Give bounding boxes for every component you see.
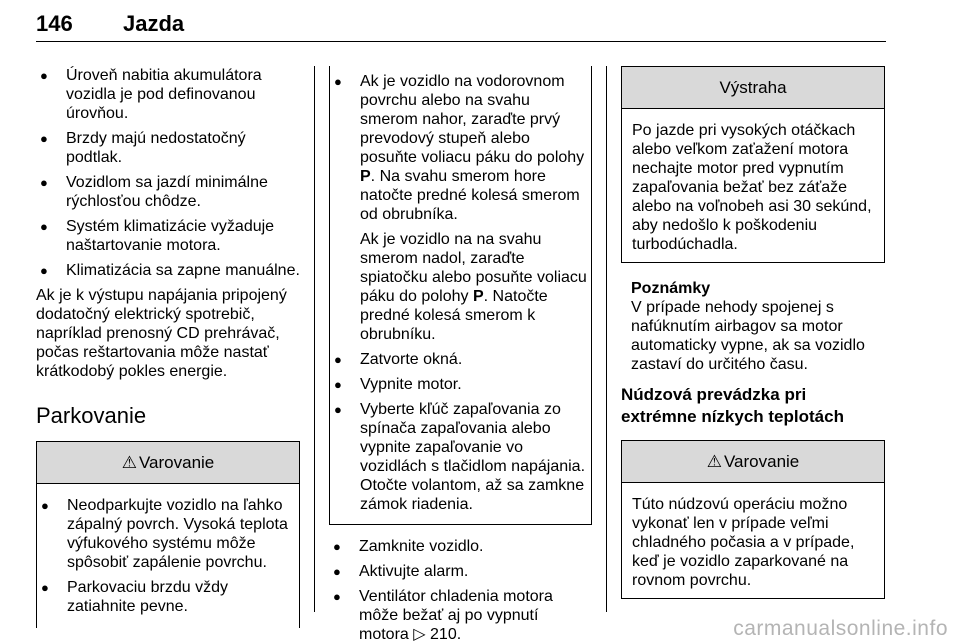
warning-box [36,441,300,628]
bullet-list [329,537,592,642]
note-title: Poznámky [631,280,711,297]
column-2 [329,66,592,642]
list-item: ● Úroveň nabitia akumulátora vozidla je pod definovanou úrovňou. [36,66,300,123]
paragraph: Ak je vozidlo na na svahu smerom nadol, zaraďte spiatočku alebo posuňte voliacu páku do polohy P. Natočte predné kolesá smerom k obrubníku. [360,231,587,343]
column-3 [621,66,885,599]
bullet-list [330,72,591,224]
list-item: ● Ak je vozidlo na vodorovnom povrchu alebo na svahu smerom nahor, zaraďte prvý prevodový stupeň alebo posuňte voliacu páku do polohy P. Na svahu smerom hore natočte predné kolesá smerom od obrubníka. [330,72,591,224]
list-item: ● Klimatizácia sa zapne manuálne. [36,261,300,280]
warning-header [622,441,884,483]
warning-title: Varovanie [138,453,215,472]
column-1 [36,66,300,628]
warning-header [37,442,299,484]
paragraph: Ak je k výstupu napájania pripojený dodatočný elektrický spotrebič, napríklad prenosný CD prehrávač, počas reštartovania môže nastať krátkodobý pokles energie. [36,287,287,380]
caution-box [621,66,885,263]
list-item: ● Parkovaciu brzdu vždy zatiahnite pevne. [37,578,299,616]
warning-body: Túto núdzovú operáciu možno vykonať len v prípade veľmi chladného počasia a v prípade, keď je vozidlo zaparkované na rovnom povrchu. [632,496,855,589]
caution-header [622,67,884,109]
emergency-heading: Núdzová prevádzka pri extrémne nízkych teplotách [621,385,844,426]
section-title: Jazda [123,11,185,36]
warning-title: Varovanie [723,452,800,471]
list-item: ● Brzdy majú nedostatočný podtlak. [36,129,300,167]
warning-box [621,440,885,599]
column-divider [606,66,607,612]
warning-triangle-icon: ⚠ [706,452,722,471]
list-item: ● Zamknite vozidlo. [329,537,592,556]
bullet-list [330,350,591,514]
list-item: ● Vypnite motor. [330,375,591,394]
parking-steps-box [329,66,592,525]
list-item: ● Neodparkujte vozidlo na ľahko zápalný povrch. Vysoká teplota výfukového systému môže spôsobiť zapálenie povrchu. [37,496,299,572]
list-item: ● Zatvorte okná. [330,350,591,369]
page-number: 146 [36,11,73,36]
page-reference: 210. [430,626,462,642]
list-item: ● Ventilátor chladenia motora môže bežať aj po vypnutí motora ▷ 210. [329,587,592,642]
page-header [36,8,886,42]
list-item: ● Vozidlom sa jazdí minimálne rýchlosťou chôdze. [36,173,300,211]
caution-title: Výstraha [719,78,787,97]
watermark: carmanualsonline.info [733,617,948,640]
bullet-list [36,66,300,280]
parking-heading: Parkovanie [36,403,147,428]
caution-body: Po jazde pri vysokých otáčkach alebo veľkom zaťažení motora nechajte motor pred vypnutím zapaľovania bežať bez záťaže alebo na voľnobeh asi 30 sekúnd, aby nedošlo k poškodeniu turbodúchadla. [632,122,872,253]
list-item: ● Systém klimatizácie vyžaduje naštartovanie motora. [36,217,300,255]
note-body: V prípade nehody spojenej s nafúknutím airbagov sa motor automaticky vypne, ak sa vozidlo zastaví do určitého času. [631,299,865,373]
warning-list [37,496,299,616]
warning-triangle-icon: ⚠ [121,453,137,472]
page-ref-arrow-icon: ▷ [413,626,426,642]
list-item: ● Vyberte kľúč zapaľovania zo spínača zapaľovania alebo vypnite zapaľovanie vo vozidlách s tlačidlom napájania. Otočte volantom, až sa zamkne zámok riadenia. [330,400,591,514]
list-item: ● Aktivujte alarm. [329,562,592,581]
column-divider [314,66,315,612]
